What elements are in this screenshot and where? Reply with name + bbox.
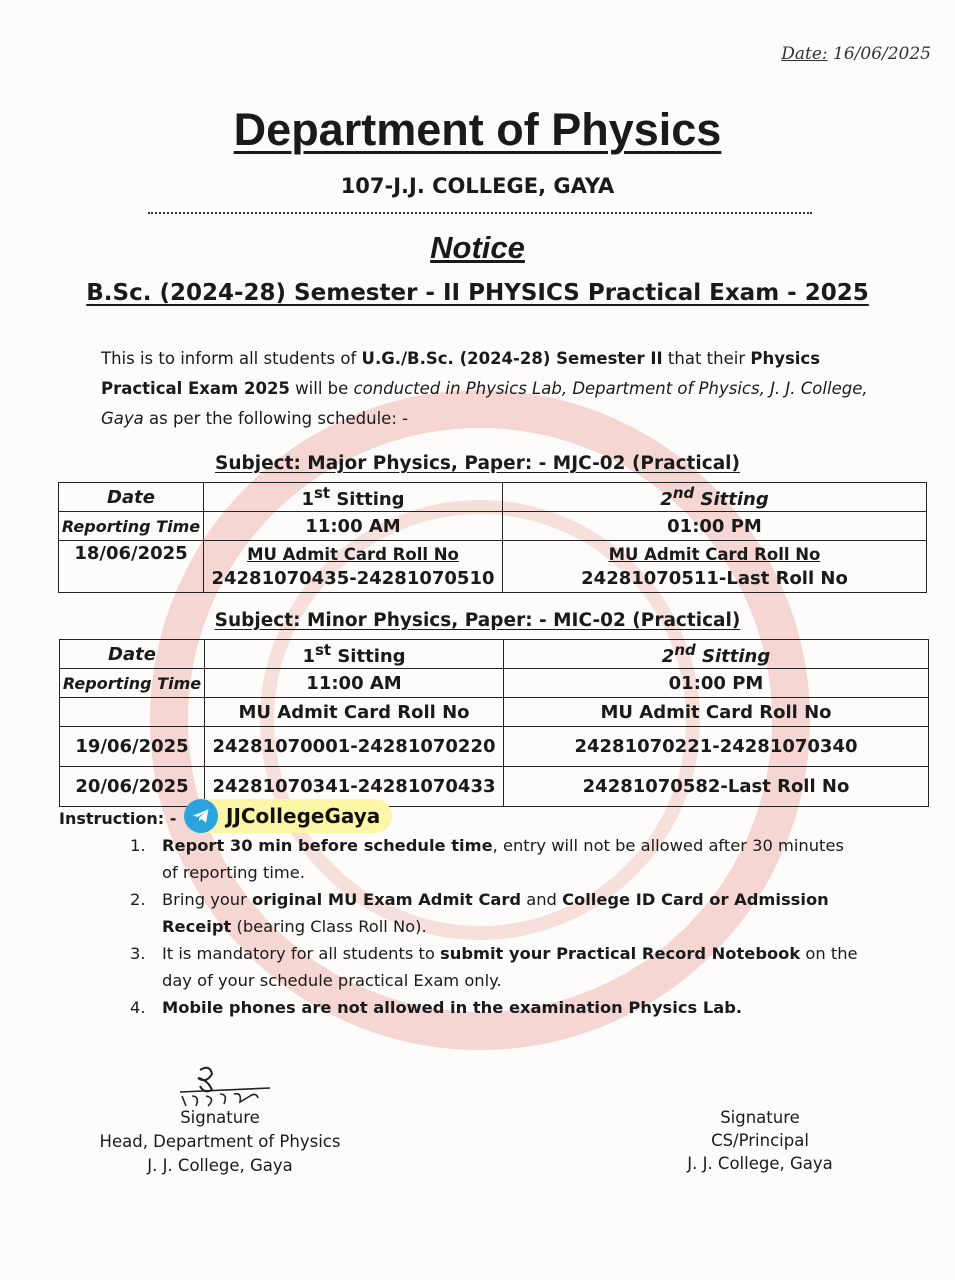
second-sitting-rolls: 24281070582-Last Roll No xyxy=(504,767,929,807)
minor-schedule-table xyxy=(59,639,929,807)
second-sitting-rolls: MU Admit Card Roll No 24281070511-Last Roll No xyxy=(503,541,927,593)
instruction-item: 2. Bring your original MU Exam Admit Card and College ID Card or Admission Receipt (bearing Class Roll No). xyxy=(130,890,829,936)
exam-subtitle: B.Sc. (2024-28) Semester - II PHYSICS Practical Exam - 2025 xyxy=(86,280,869,306)
first-sitting-header: 1st Sitting xyxy=(205,640,504,669)
notice-heading: Notice xyxy=(430,230,525,265)
instruction-list xyxy=(130,832,860,1021)
instruction-item: 4. Mobile phones are not allowed in the examination Physics Lab. xyxy=(130,998,743,1017)
roll-label: MU Admit Card Roll No xyxy=(504,698,929,727)
empty-cell xyxy=(60,698,205,727)
first-sitting-rolls: MU Admit Card Roll No 24281070435-24281070510 xyxy=(204,541,503,593)
first-sitting-time: 11:00 AM xyxy=(204,512,503,541)
first-sitting-header: 1st Sitting xyxy=(204,483,503,512)
telegram-badge[interactable] xyxy=(184,799,392,833)
second-sitting-time: 01:00 PM xyxy=(504,669,929,698)
exam-date: 19/06/2025 xyxy=(60,727,205,767)
first-sitting-rolls: 24281070341-24281070433 xyxy=(205,767,504,807)
signature-block-head: Signature Head, Department of Physics J. J. College, Gaya xyxy=(99,1108,341,1175)
reporting-time-label: Reporting Time xyxy=(60,669,205,698)
minor-subject-heading: Subject: Minor Physics, Paper: - MIC-02 (Practical) xyxy=(214,610,741,631)
handwritten-date: Date: 16/06/2025 xyxy=(781,44,931,64)
first-sitting-rolls: 24281070001-24281070220 xyxy=(205,727,504,767)
instruction-label: Instruction: - xyxy=(59,809,177,828)
major-subject-heading: Subject: Major Physics, Paper: - MJC-02 (Practical) xyxy=(215,453,740,474)
telegram-icon xyxy=(184,799,218,833)
reporting-time-label: Reporting Time xyxy=(59,512,204,541)
first-sitting-time: 11:00 AM xyxy=(205,669,504,698)
instruction-item: 1. Report 30 min before schedule time, entry will not be allowed after 30 minutes of reporting time. xyxy=(130,836,844,882)
handwritten-signature xyxy=(170,1062,290,1112)
second-sitting-time: 01:00 PM xyxy=(503,512,927,541)
page-title: Department of Physics xyxy=(233,104,722,155)
roll-label: MU Admit Card Roll No xyxy=(205,698,504,727)
telegram-handle: JJCollegeGaya xyxy=(226,804,381,828)
second-sitting-header: 2nd Sitting xyxy=(503,483,927,512)
dotted-divider xyxy=(148,212,812,214)
date-header: Date xyxy=(60,640,205,669)
college-name: 107-J.J. COLLEGE, GAYA xyxy=(340,174,615,198)
second-sitting-rolls: 24281070221-24281070340 xyxy=(504,727,929,767)
date-header: Date xyxy=(59,483,204,512)
instruction-item: 3. It is mandatory for all students to submit your Practical Record Notebook on the day of your schedule practical Exam only. xyxy=(130,944,858,990)
major-schedule-table xyxy=(58,482,927,593)
exam-date: 20/06/2025 xyxy=(60,767,205,807)
second-sitting-header: 2nd Sitting xyxy=(504,640,929,669)
intro-paragraph: This is to inform all students of U.G./B.Sc. (2024-28) Semester II that their Physics Practical Exam 2025 will be conducted in Physics Lab, Department of Physics, J. J. College, Gaya as per the following schedule: - xyxy=(101,349,868,428)
signature-block-principal: Signature CS/Principal J. J. College, Gaya xyxy=(687,1108,833,1173)
exam-date: 18/06/2025 xyxy=(59,541,204,593)
